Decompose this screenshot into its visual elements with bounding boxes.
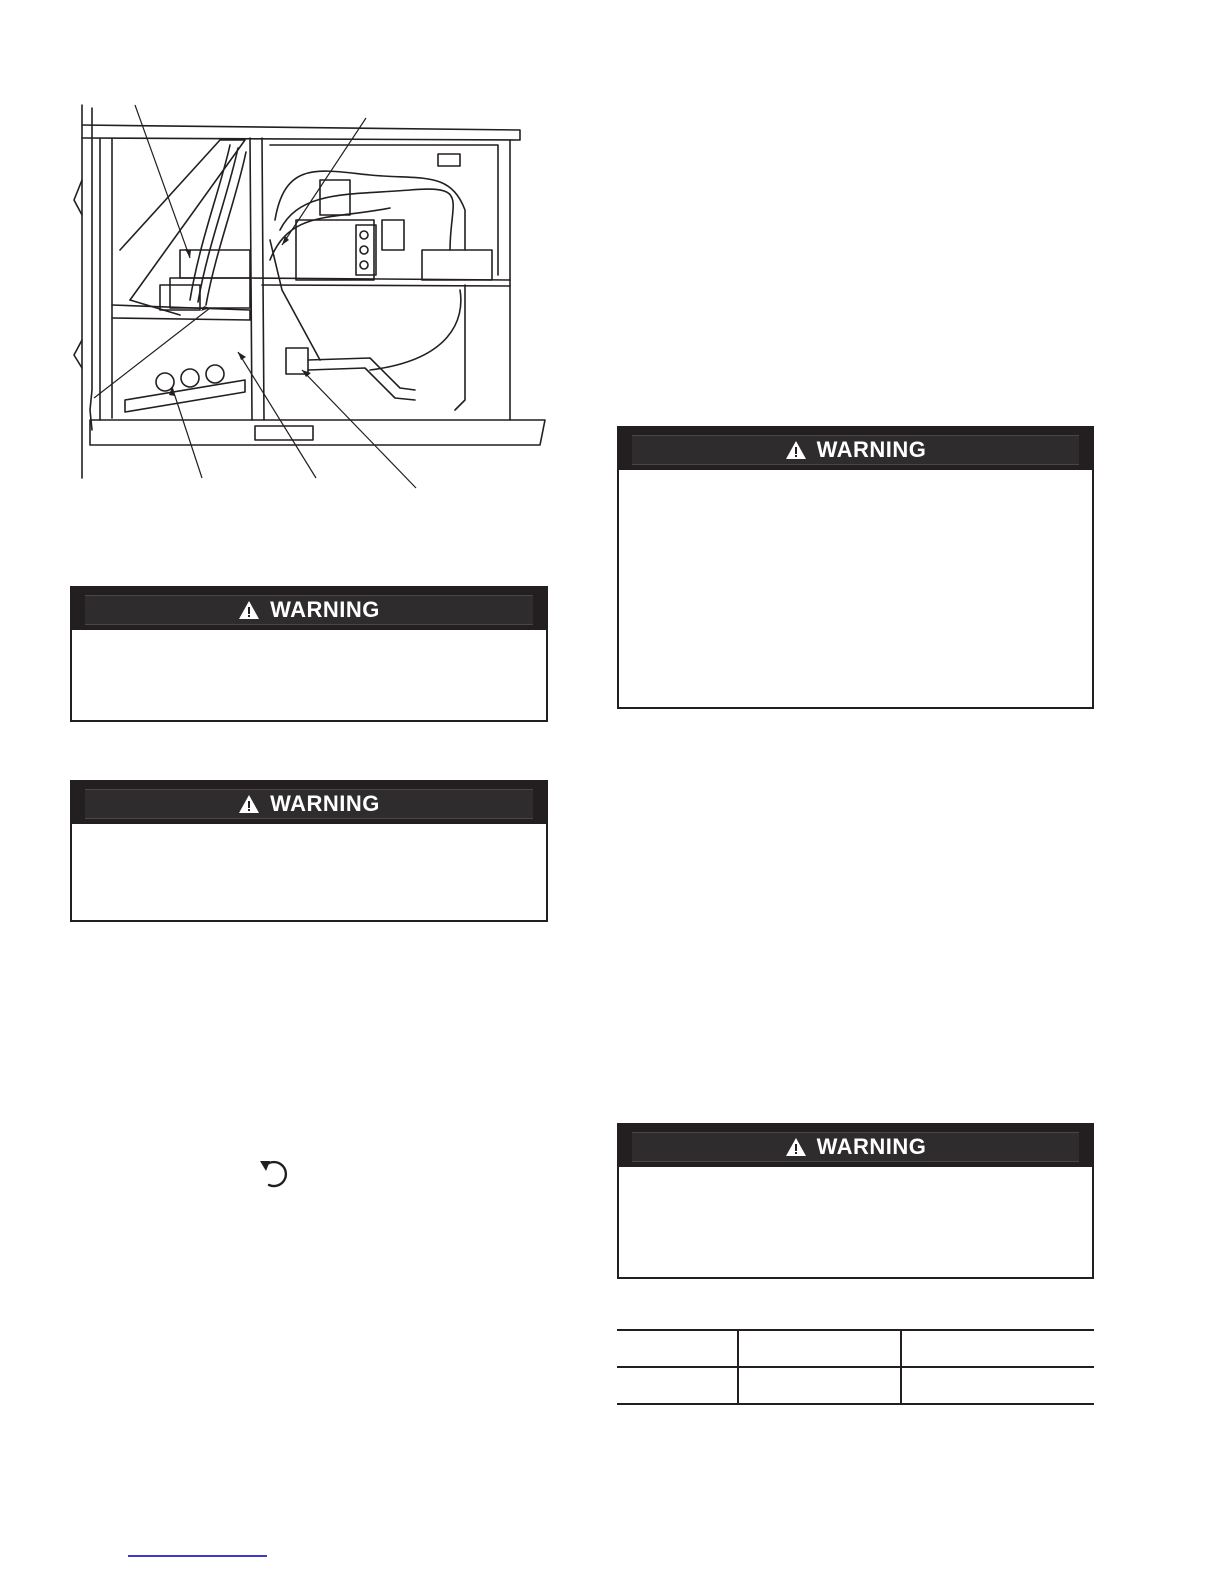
warning-label: WARNING: [816, 437, 927, 462]
warning-label: WARNING: [270, 597, 380, 622]
table-column-divider: [900, 1329, 902, 1405]
table-header-rule: [617, 1366, 1094, 1368]
unit-interior-figure: [70, 100, 550, 490]
warning-header-bar: [72, 588, 546, 630]
warning-box-2: [70, 780, 548, 922]
warning-header-bar: [619, 1125, 1092, 1167]
warning-triangle-icon: [785, 440, 807, 460]
warning-header: [632, 435, 1079, 465]
warning-header: [85, 789, 533, 819]
warning-triangle-icon: [238, 794, 260, 814]
warning-header: [85, 595, 533, 625]
table-column-divider: [737, 1329, 739, 1405]
warning-header: [632, 1132, 1079, 1162]
counterclockwise-arrow-icon: [257, 1155, 295, 1191]
warning-header-bar: [72, 782, 546, 824]
warning-triangle-icon: [238, 600, 260, 620]
warning-box-3: [617, 426, 1094, 709]
warning-header-bar: [619, 428, 1092, 470]
warning-box-1: [70, 586, 548, 722]
warning-label: WARNING: [816, 1134, 927, 1159]
warning-triangle-icon: [785, 1137, 807, 1157]
footer-link[interactable]: [128, 1555, 267, 1557]
warning-label: WARNING: [270, 791, 380, 816]
table-top-rule: [617, 1329, 1094, 1331]
warning-box-4: [617, 1123, 1094, 1279]
table-bottom-rule: [617, 1403, 1094, 1405]
